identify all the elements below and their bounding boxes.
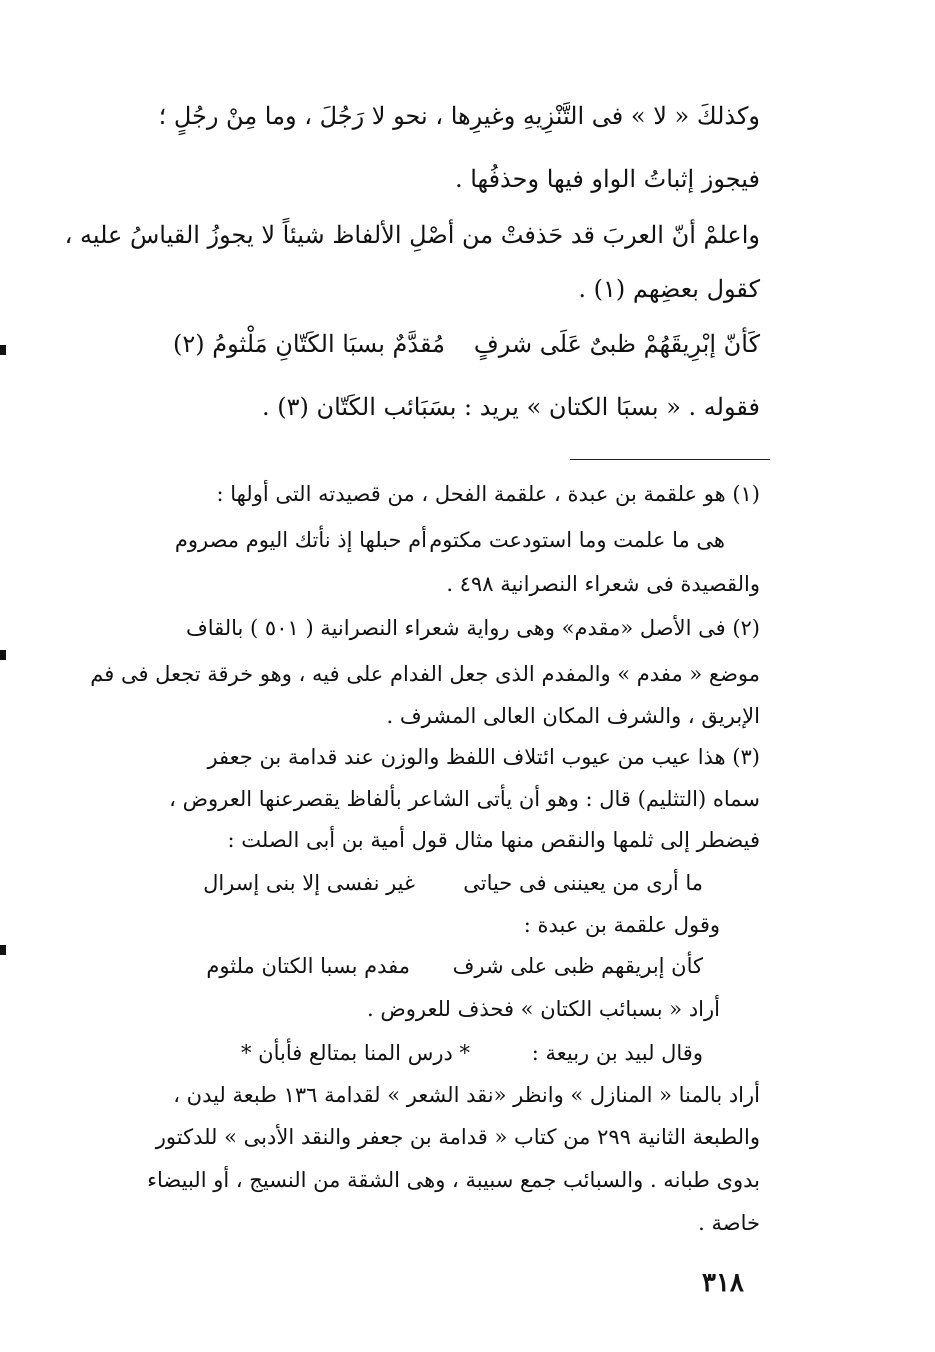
verse-hemistich-right: كَأنّ إبْرِيقَهُمْ ظبىٌ عَلَى شرفٍ: [473, 330, 760, 358]
footnote-1-verse-left: أم حبلها إذ نأتك اليوم مصروم: [174, 528, 427, 552]
main-line-1: وكذلكَ « لا » فى التَّنْزِيهِ وغيرِها ، نحو لا رَجُلَ ، وما مِنْ رجُلٍ ؛: [158, 102, 760, 130]
main-line-after-verse: فقوله . « بسبَا الكتان » يريد : بسَبَائب الكَتّان (٣) .: [261, 393, 760, 421]
footnote-3-labid-intro: وقال لبيد بن ربيعة :: [531, 1041, 703, 1065]
footnote-3-tail-3: بدوى طبانه . والسبائب جمع سبيبة ، وهى الشقة من النسيج ، أو البيضاء: [147, 1168, 760, 1192]
footnote-3-arad: أراد « بسبائب الكتان » فحذف للعروض .: [366, 997, 720, 1021]
footnote-2-line-3: الإبريق ، والشرف المكان العالى المشرف .: [386, 704, 760, 728]
verse-hemistich-left: مُقدَّمٌ بسبَا الكَتّانِ مَلْثومُ (٢): [173, 330, 445, 358]
footnote-1-verse-right: هى ما علمت وما استودعت مكتوم: [429, 528, 725, 552]
scan-mark: [0, 650, 6, 660]
footnote-3-verse-2-right: كأن إبريقهم ظبى على شرف: [452, 954, 703, 978]
footnote-separator: [570, 459, 770, 460]
footnote-1-source: والقصيدة فى شعراء النصرانية ٤٩٨ .: [446, 572, 760, 596]
footnote-3-verse-2-left: مفدم بسبا الكتان ملثوم: [206, 954, 410, 978]
footnote-3-tail-4: خاصة .: [698, 1211, 760, 1235]
footnote-3-tail-2: والطبعة الثانية ٢٩٩ من كتاب « قدامة بن جعفر والنقد الأدبى » للدكتور: [155, 1125, 760, 1149]
footnote-3-verse-1-left: غير نفسى إلا بنى إسرال: [203, 871, 415, 895]
footnote-3-tail-1: أراد بالمنا « المنازل » وانظر «نقد الشعر » لقدامة ١٣٦ طبعة ليدن ،: [173, 1083, 760, 1107]
scan-mark: [0, 345, 6, 355]
scan-mark: [0, 945, 6, 955]
footnote-3-verse-1-right: ما أرى من يعيننى فى حياتى: [463, 871, 703, 895]
footnote-3-line-1: (٣) هذا عيب من عيوب ائتلاف اللفظ والوزن عند قدامة بن جعفر: [207, 745, 760, 769]
footnote-3-line-3: فيضطر إلى ثلمها والنقص منها مثال قول أمية بن أبى الصلت :: [227, 828, 760, 852]
footnote-3-line-2: سماه (التثليم) قال : وهو أن يأتى الشاعر بألفاظ يقصرعنها العروض ،: [169, 787, 760, 811]
page-number: ٣١٨: [702, 1268, 744, 1298]
footnote-3-alqama-intro: وقول علقمة بن عبدة :: [523, 913, 720, 937]
footnote-2-line-2: موضع « مفدم » والمفدم الذى جعل الفدام على فيه ، وهو خرقة تجعل فى فم: [90, 662, 760, 686]
footnote-1-intro: (١) هو علقمة بن عبدة ، علقمة الفحل ، من قصيدته التى أولها :: [216, 482, 760, 506]
main-line-4: كقول بعضِهم (١) .: [578, 275, 760, 303]
footnote-3-labid-verse: * درس المنا بمتالع فأبأن *: [240, 1041, 470, 1065]
main-line-3: واعلمْ أنّ العربَ قد حَذفتْ من أصْلِ الألفاظ شيئاً لا يجوزُ القياسُ عليه ،: [64, 221, 760, 249]
footnote-2-line-1: (٢) فى الأصل «مقدم» وهى رواية شعراء النصرانية ( ٥٠١ ) بالقاف: [185, 616, 760, 640]
main-line-2: فيجوز إثباتُ الواو فيها وحذفُها .: [454, 165, 760, 193]
